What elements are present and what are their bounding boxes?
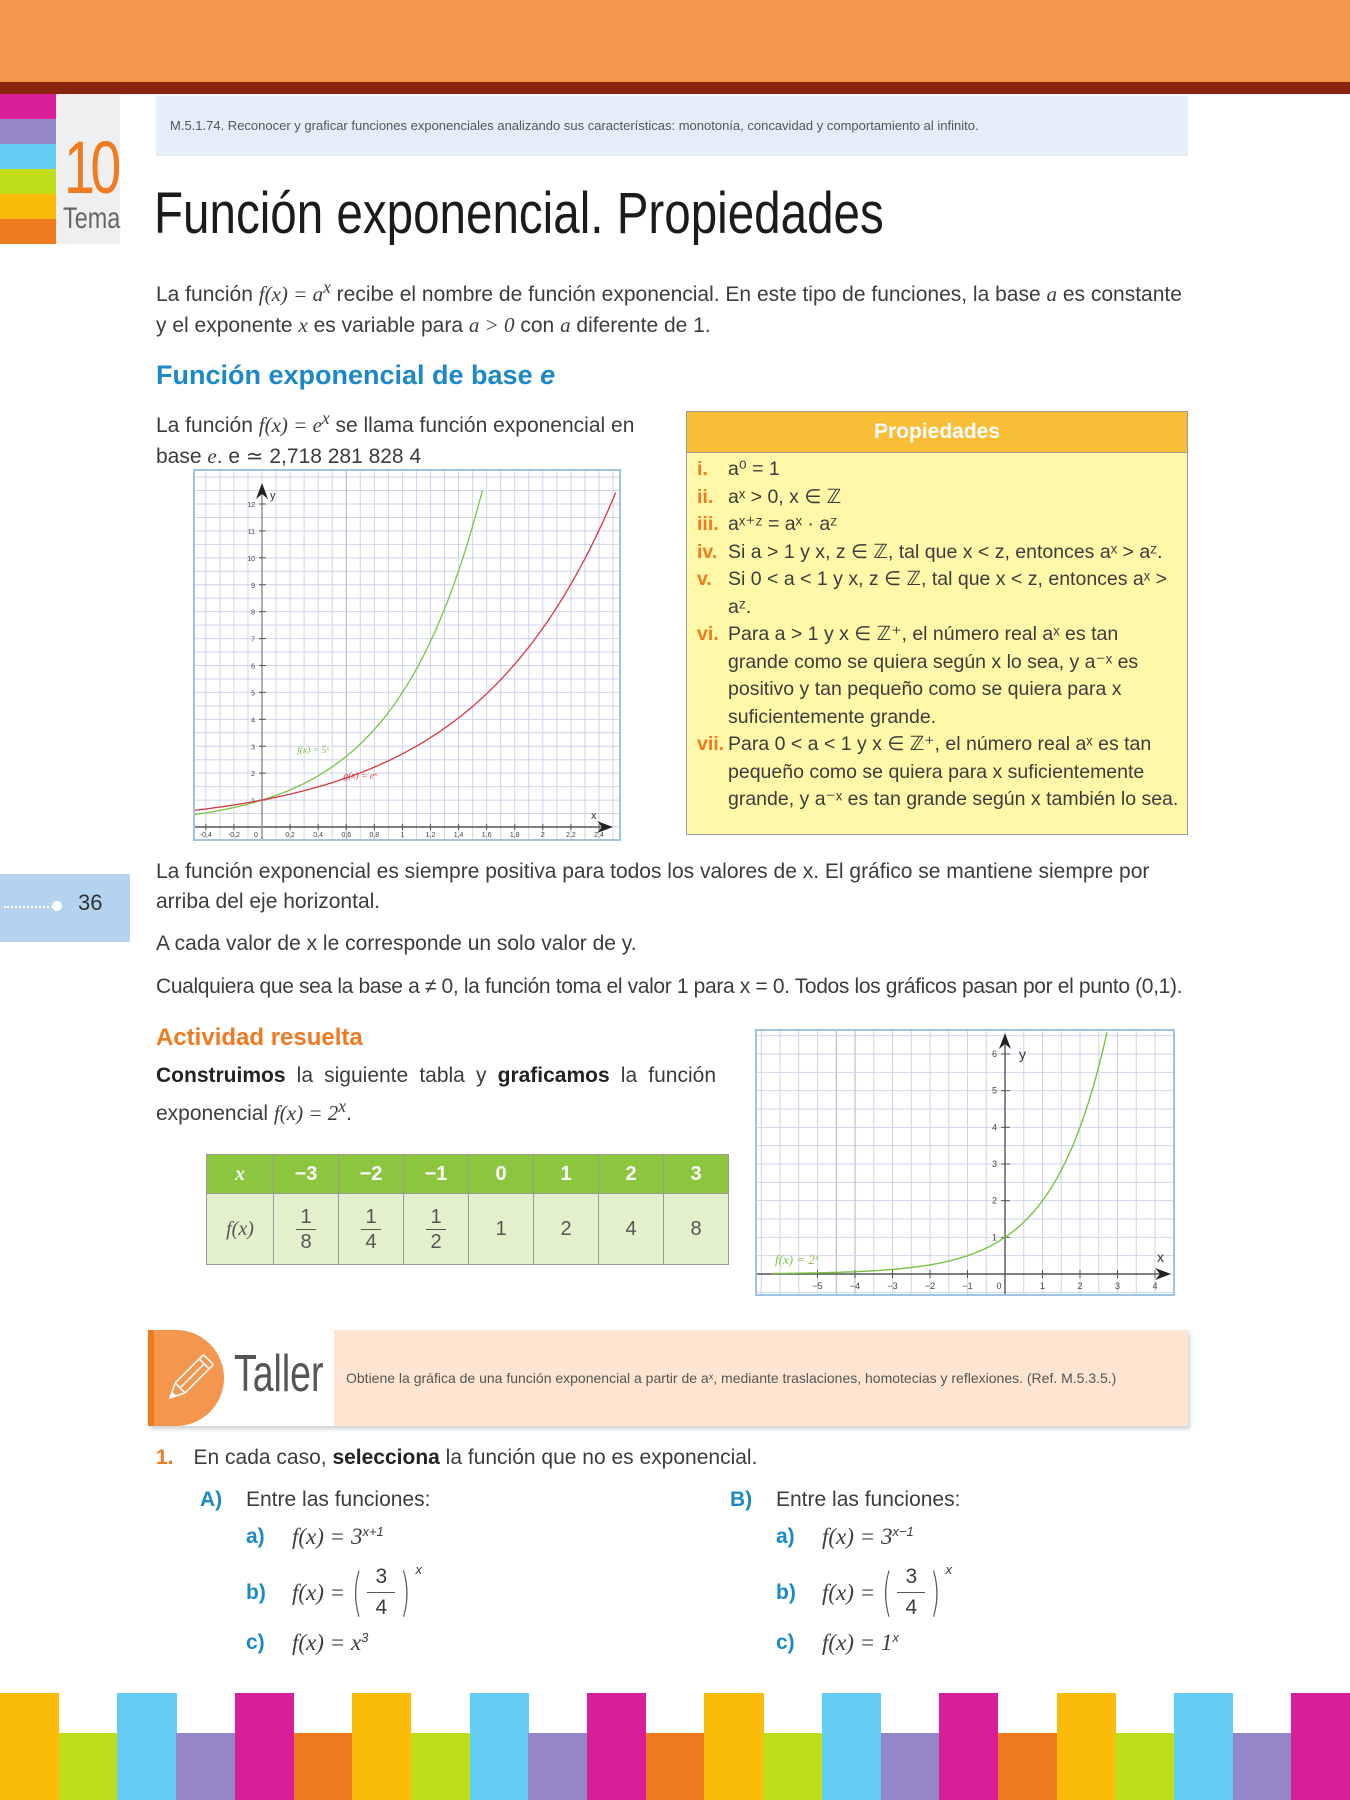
any-base-paragraph: Cualquiera que sea la base a ≠ 0, la función toma el valor 1 para x = 0. Todos los gráficos pasan por el punto (0,1). bbox=[156, 975, 1183, 998]
decor-bar-tall bbox=[352, 1693, 411, 1800]
property-item bbox=[687, 456, 1187, 484]
fraction bbox=[367, 1562, 395, 1623]
topic-badge bbox=[56, 94, 120, 244]
color-stripe bbox=[0, 144, 56, 169]
exponent: x−1 bbox=[892, 1524, 914, 1539]
e-approximation: e ≃ 2,718 281 828 4 bbox=[228, 445, 422, 468]
top-stripe bbox=[0, 82, 1350, 94]
exercise-bold: selecciona bbox=[332, 1446, 440, 1469]
option-label: b) bbox=[246, 1580, 266, 1604]
decor-bar-short bbox=[1233, 1733, 1292, 1800]
property-text: Si 0 < a < 1 y x, z ∈ ℤ, tal que x < z, entonces aˣ > aᶻ. bbox=[728, 568, 1167, 618]
x-tick-label: 2,4 bbox=[594, 832, 604, 839]
unique-value-paragraph: A cada valor de x le corresponde un solo valor de y. bbox=[156, 932, 637, 955]
intro-var: a bbox=[1046, 282, 1057, 306]
property-number: ii. bbox=[697, 485, 714, 508]
intro-text: es variable para bbox=[307, 314, 469, 337]
property-number: vii. bbox=[697, 733, 725, 755]
section-heading-base-e bbox=[156, 360, 555, 391]
topic-number: 10 bbox=[64, 126, 117, 209]
fraction bbox=[897, 1562, 925, 1623]
x-tick-label: −3 bbox=[887, 1281, 898, 1291]
decor-bar-tall bbox=[587, 1693, 646, 1800]
y-tick-label: 5 bbox=[251, 690, 255, 698]
y-tick-label: 9 bbox=[251, 582, 255, 590]
numerator: 1 bbox=[426, 1205, 445, 1230]
y-axis-label: y bbox=[1019, 1046, 1026, 1062]
decor-bar-short bbox=[294, 1733, 353, 1800]
table-value-cell: 4 bbox=[599, 1194, 664, 1265]
x-tick-label: 3 bbox=[1114, 1281, 1121, 1291]
group-label: B) bbox=[730, 1488, 753, 1511]
property-number: iv. bbox=[697, 540, 718, 563]
property-number: i. bbox=[697, 458, 708, 480]
intro-text: con bbox=[514, 314, 561, 337]
x-tick-label: 0,6 bbox=[341, 832, 352, 839]
decor-bar-short bbox=[176, 1733, 235, 1800]
x-axis-label: x bbox=[591, 810, 597, 822]
numerator: 3 bbox=[897, 1562, 925, 1593]
decor-bar-tall bbox=[1291, 1693, 1350, 1800]
option-label: c) bbox=[246, 1631, 265, 1654]
properties-list bbox=[687, 453, 1187, 814]
heading-e: e bbox=[540, 360, 556, 390]
table-header-cell: −3 bbox=[274, 1155, 339, 1194]
top-banner bbox=[0, 0, 1350, 82]
bottom-decoration bbox=[0, 1693, 1350, 1800]
decor-bar-short bbox=[59, 1733, 118, 1800]
color-stripe bbox=[0, 194, 56, 219]
table-values-row bbox=[207, 1194, 729, 1265]
property-text: Para a > 1 y x ∈ ℤ⁺, el número real aˣ es tan grande como se quiera según x lo sea, y a⁻ˣ es positivo y tan pequeño como se quiera para x suficientemente grande. bbox=[728, 623, 1139, 728]
intro-formula: f(x) = a bbox=[258, 282, 324, 306]
x-tick-label: -0,4 bbox=[199, 832, 212, 839]
y-tick-label: 8 bbox=[251, 609, 255, 617]
activity-text: . bbox=[346, 1102, 352, 1125]
table-value-cell: 1 bbox=[469, 1194, 534, 1265]
table-value-cell: 8 bbox=[664, 1194, 729, 1265]
decor-bar-short bbox=[998, 1733, 1057, 1800]
option-label: b) bbox=[776, 1580, 796, 1604]
decor-bar-short bbox=[528, 1733, 587, 1800]
series-label-e-x: g(x) = eˣ bbox=[343, 771, 377, 782]
property-number: iii. bbox=[697, 513, 719, 535]
option-formula: f(x) = x bbox=[292, 1630, 362, 1655]
exercise-text: En cada caso, bbox=[193, 1446, 333, 1469]
x-tick-label: 0 bbox=[254, 832, 258, 839]
option-c[interactable] bbox=[776, 1630, 899, 1656]
intro-text: diferente de 1. bbox=[570, 314, 711, 337]
exponent: x bbox=[945, 1562, 952, 1577]
page-title: Función exponencial. Propiedades bbox=[154, 181, 884, 246]
numerator: 1 bbox=[296, 1205, 315, 1230]
group-title: Entre las funciones: bbox=[776, 1488, 961, 1511]
table-header-cell: 0 bbox=[469, 1155, 534, 1194]
table-header-cell: 3 bbox=[664, 1155, 729, 1194]
table-value-cell bbox=[339, 1194, 404, 1265]
decor-bar-short bbox=[411, 1733, 470, 1800]
y-tick-label: 2 bbox=[991, 1195, 997, 1206]
property-item bbox=[687, 539, 1187, 567]
paren: ( bbox=[352, 1562, 363, 1623]
option-label: a) bbox=[776, 1525, 795, 1548]
y-tick-label: 4 bbox=[991, 1122, 997, 1133]
exercise-group bbox=[730, 1488, 960, 1512]
y-axis-label: y bbox=[270, 490, 276, 502]
properties-box bbox=[686, 411, 1188, 835]
denominator: 4 bbox=[905, 1596, 918, 1619]
y-tick-label: 3 bbox=[251, 744, 255, 752]
y-tick-label: 3 bbox=[991, 1159, 997, 1169]
fraction bbox=[361, 1205, 380, 1254]
property-text: aˣ⁺ᶻ = aˣ · aᶻ bbox=[728, 513, 838, 535]
decor-bar-short bbox=[881, 1733, 940, 1800]
property-text: aˣ > 0, x ∈ ℤ bbox=[728, 485, 842, 508]
x-tick-label: 4 bbox=[1152, 1281, 1158, 1291]
table-value-cell: 2 bbox=[534, 1194, 599, 1265]
option-a[interactable] bbox=[776, 1524, 914, 1550]
paren: ) bbox=[930, 1562, 941, 1623]
decor-bar-tall bbox=[117, 1693, 176, 1800]
activity-sup: x bbox=[338, 1096, 347, 1116]
exponent: 3 bbox=[361, 1630, 369, 1645]
option-b[interactable] bbox=[246, 1562, 422, 1623]
x-tick-label: 0,8 bbox=[369, 832, 380, 839]
property-number: v. bbox=[697, 568, 712, 590]
desc-text: se llama función exponencial en base bbox=[156, 414, 635, 468]
decor-bar-short bbox=[763, 1733, 822, 1800]
decor-bar-short bbox=[646, 1733, 705, 1800]
decor-bar-tall bbox=[822, 1693, 881, 1800]
intro-paragraph bbox=[156, 272, 1196, 341]
page-tab bbox=[0, 874, 130, 942]
table-value-cell bbox=[404, 1194, 469, 1265]
activity-formula: f(x) = 2 bbox=[273, 1101, 339, 1125]
table-header-cell: −2 bbox=[339, 1155, 404, 1194]
paren: ( bbox=[882, 1562, 893, 1623]
page-dots bbox=[4, 906, 56, 908]
decor-bar-tall bbox=[470, 1693, 529, 1800]
taller-label: Taller bbox=[234, 1345, 324, 1403]
color-stripe bbox=[0, 169, 56, 194]
exponent: x bbox=[892, 1630, 899, 1645]
desc-formula: f(x) = e bbox=[258, 413, 322, 437]
option-label: c) bbox=[776, 1631, 795, 1654]
option-b[interactable] bbox=[776, 1562, 952, 1623]
exercise-number: 1. bbox=[156, 1446, 174, 1469]
exponential-chart-base-2 bbox=[755, 1029, 1175, 1296]
property-number: vi. bbox=[697, 623, 719, 645]
positive-paragraph: La función exponencial es siempre positiva para todos los valores de x. El gráfico se mantiene siempre por arriba del eje horizontal. bbox=[156, 860, 1150, 913]
option-formula: f(x) = 1 bbox=[822, 1630, 893, 1655]
y-tick-label: 10 bbox=[247, 555, 255, 563]
skill-banner: M.5.1.74. Reconocer y graficar funciones exponenciales analizando sus características: monotonía, concavidad y comportamiento al infinito. bbox=[156, 96, 1188, 156]
x-tick-label: 2,2 bbox=[566, 832, 576, 839]
table-header-cell: 1 bbox=[534, 1155, 599, 1194]
series-curve-five-x bbox=[195, 490, 483, 815]
property-text: Si a > 1 y x, z ∈ ℤ, tal que x < z, entonces aˣ > aᶻ. bbox=[728, 540, 1163, 563]
decor-bar-tall bbox=[939, 1693, 998, 1800]
desc-text: La función bbox=[156, 414, 259, 437]
intro-sup: x bbox=[323, 277, 331, 297]
exercise-group bbox=[200, 1488, 430, 1512]
decor-bar-tall bbox=[235, 1693, 294, 1800]
x-tick-label: −5 bbox=[812, 1281, 823, 1291]
heading-text: Función exponencial de base bbox=[156, 360, 541, 390]
topic-label: Tema bbox=[63, 202, 121, 235]
x-tick-label: -0,2 bbox=[227, 832, 240, 839]
paren: ) bbox=[400, 1562, 411, 1623]
x-tick-label: 1 bbox=[1039, 1281, 1046, 1291]
property-item bbox=[687, 621, 1187, 731]
intro-text: La función bbox=[156, 283, 259, 306]
properties-title: Propiedades bbox=[687, 412, 1187, 453]
y-tick-label: 5 bbox=[991, 1085, 997, 1096]
color-stripe bbox=[0, 119, 56, 144]
intro-var: x bbox=[298, 313, 308, 337]
option-formula: f(x) = 3 bbox=[822, 1524, 893, 1549]
exercise-text: la función que no es exponencial. bbox=[439, 1446, 758, 1469]
desc-e: e bbox=[207, 444, 217, 468]
intro-condition: a > 0 bbox=[468, 313, 515, 337]
x-tick-label: −1 bbox=[962, 1281, 973, 1291]
table-header-cell: 2 bbox=[599, 1155, 664, 1194]
option-a[interactable] bbox=[246, 1524, 384, 1550]
decor-bar-short bbox=[1115, 1733, 1174, 1800]
x-tick-label: 1,8 bbox=[509, 832, 520, 839]
activity-bold: Construimos bbox=[156, 1064, 286, 1087]
numerator: 1 bbox=[361, 1205, 380, 1230]
decor-bar-tall bbox=[0, 1693, 59, 1800]
intro-text: es constante y el exponente bbox=[156, 283, 1182, 337]
table-header-label: x bbox=[207, 1155, 274, 1194]
denominator: 8 bbox=[300, 1230, 312, 1253]
property-text: a⁰ = 1 bbox=[728, 458, 780, 480]
series-label-five-x: f(x) = 5ˣ bbox=[297, 745, 329, 756]
activity-text: la función exponencial bbox=[156, 1064, 716, 1125]
property-item bbox=[687, 566, 1187, 621]
taller-description: Obtiene la gráfica de una función exponencial a partir de aˣ, mediante traslaciones, homotecias y reflexiones. (Ref. M.5.3.5.) bbox=[334, 1330, 1188, 1426]
option-formula: f(x) = bbox=[292, 1579, 346, 1605]
table-header-cell: −1 bbox=[404, 1155, 469, 1194]
y-tick-label: 6 bbox=[251, 663, 255, 671]
exponent: x bbox=[415, 1562, 422, 1577]
y-tick-label: 12 bbox=[247, 502, 255, 509]
page-number: 36 bbox=[78, 890, 103, 915]
color-stripes bbox=[0, 94, 56, 244]
exponent: x+1 bbox=[362, 1524, 384, 1539]
desc-text: . bbox=[216, 445, 229, 468]
intro-text: recibe el nombre de función exponencial. En este tipo de funciones, la base bbox=[330, 283, 1047, 306]
table-header-row bbox=[207, 1155, 729, 1194]
y-tick-label: 7 bbox=[251, 636, 255, 644]
color-stripe bbox=[0, 219, 56, 244]
y-tick-label: 11 bbox=[247, 528, 255, 536]
x-tick-label: 0,4 bbox=[313, 832, 324, 839]
chart-svg bbox=[757, 1031, 1173, 1294]
fraction bbox=[296, 1205, 315, 1254]
x-axis-label: x bbox=[1157, 1249, 1164, 1265]
color-stripe bbox=[0, 94, 56, 119]
desc-sup: x bbox=[321, 408, 330, 428]
intro-var: a bbox=[560, 313, 571, 337]
x-tick-label: 0 bbox=[996, 1281, 1002, 1291]
table-row-label: f(x) bbox=[207, 1194, 274, 1265]
decor-bar-tall bbox=[1057, 1693, 1116, 1800]
decor-bar-tall bbox=[704, 1693, 763, 1800]
x-tick-label: −2 bbox=[924, 1281, 936, 1291]
base-e-description bbox=[156, 403, 676, 472]
activity-title: Actividad resuelta bbox=[156, 1024, 363, 1051]
exercise-1 bbox=[156, 1446, 757, 1470]
option-formula: f(x) = 3 bbox=[292, 1524, 363, 1549]
fraction bbox=[426, 1205, 445, 1254]
denominator: 4 bbox=[375, 1596, 388, 1619]
property-item bbox=[687, 511, 1187, 539]
pencil-icon bbox=[154, 1330, 224, 1426]
x-tick-label: 2 bbox=[540, 832, 545, 839]
option-label: a) bbox=[246, 1525, 265, 1548]
y-tick-label: 4 bbox=[251, 717, 255, 725]
x-tick-label: 1 bbox=[400, 832, 405, 839]
denominator: 4 bbox=[365, 1230, 377, 1253]
y-tick-label: 2 bbox=[251, 771, 255, 779]
option-formula: f(x) = bbox=[822, 1579, 876, 1605]
values-table bbox=[206, 1154, 729, 1265]
denominator: 2 bbox=[430, 1230, 442, 1253]
group-title: Entre las funciones: bbox=[246, 1488, 431, 1511]
x-tick-label: 1,4 bbox=[453, 832, 464, 839]
x-tick-label: 2 bbox=[1077, 1281, 1083, 1291]
group-label: A) bbox=[200, 1488, 223, 1511]
activity-bold: graficamos bbox=[497, 1064, 610, 1087]
series-label-two-x: f(x) = 2ˣ bbox=[775, 1252, 819, 1267]
y-tick-label: 6 bbox=[991, 1049, 997, 1059]
table-value-cell bbox=[274, 1194, 339, 1265]
x-tick-label: 0,2 bbox=[285, 832, 295, 839]
numerator: 3 bbox=[367, 1562, 395, 1593]
decor-bar-tall bbox=[1174, 1693, 1233, 1800]
x-tick-label: 1,2 bbox=[425, 832, 436, 839]
taller-banner bbox=[148, 1330, 1188, 1426]
property-text: Para 0 < a < 1 y x ∈ ℤ⁺, el número real aˣ es tan pequeño como se quiera para x suficientemente grande, y a⁻ˣ es tan grande según x también lo sea. bbox=[728, 733, 1179, 810]
option-c[interactable] bbox=[246, 1630, 368, 1656]
activity-text: la siguiente tabla y bbox=[285, 1064, 498, 1087]
x-tick-label: 1,6 bbox=[481, 832, 492, 839]
property-item bbox=[687, 484, 1187, 512]
page-dot-icon bbox=[52, 901, 62, 911]
activity-description bbox=[156, 1061, 716, 1129]
chart-svg bbox=[195, 471, 619, 839]
exponential-chart-base-e bbox=[193, 469, 621, 841]
y-tick-label: 1 bbox=[251, 798, 255, 806]
property-item bbox=[687, 731, 1187, 814]
x-tick-label: −4 bbox=[849, 1281, 861, 1291]
y-tick-label: 1 bbox=[991, 1232, 997, 1243]
